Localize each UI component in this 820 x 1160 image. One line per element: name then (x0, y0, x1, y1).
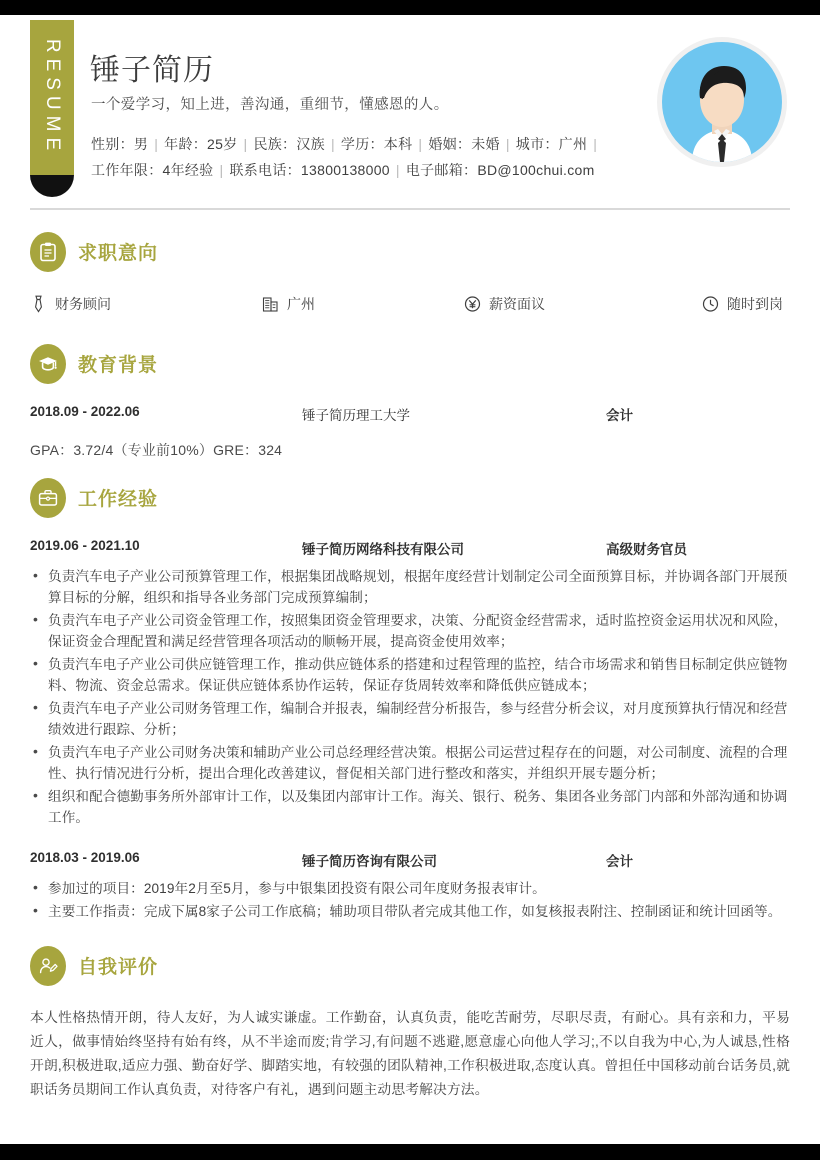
job-intention-availability-label: 随时到岗 (727, 296, 783, 312)
resume-banner-tip (30, 175, 74, 197)
section-work-experience (0, 478, 820, 924)
job-intention-availability (702, 294, 783, 314)
page-title: 锤子简历 (90, 54, 214, 87)
info-separator: | (243, 136, 248, 152)
graduation-cap-icon (30, 344, 66, 384)
info-separator: | (154, 136, 159, 152)
info-separator: | (593, 136, 598, 152)
info-separator: | (219, 162, 224, 178)
info-ethnicity: 民族：汉族 (253, 136, 325, 152)
work-role-2: 会计 (606, 854, 633, 869)
header-info-line-1 (91, 131, 603, 157)
bottom-decorative-bar (0, 1144, 820, 1160)
info-degree: 学历：本科 (340, 136, 413, 152)
list-item: • 负责汽车电子产业公司资金管理工作，按照集团资金管理要求，决策、分配资金经营需求，适时监控资金运用状况和风险，保证资金合理配置和满足经营管理各项活动的顺畅开展，提高资金使用效率； (48, 610, 790, 652)
job-intention-position (30, 294, 111, 314)
list-item: • 负责汽车电子产业公司供应链管理工作，推动供应链体系的搭建和过程管理的监控，结合市场需求和销售目标制定供应链物料、物流、资金总需求。保证供应链体系协作运转，保证存货周转效率和降低供应链成本； (48, 654, 790, 696)
section-self-evaluation (0, 946, 820, 1102)
job-intention-salary (464, 294, 545, 314)
info-separator: | (505, 136, 510, 152)
section-header-self-evaluation (30, 946, 820, 990)
education-school: 锤子简历理工大学 (302, 408, 410, 423)
avatar-person-icon (662, 42, 782, 162)
top-decorative-bar (0, 0, 820, 15)
info-email: 电子邮箱：BD@100chui.com (405, 162, 595, 178)
info-phone: 联系电话：13800138000 (229, 162, 390, 178)
info-city: 城市：广州 (515, 136, 588, 152)
info-gender: 性别：男 (91, 136, 149, 152)
clipboard-icon (30, 232, 66, 272)
header-tagline: 一个爱学习，知上进，善沟通，重细节，懂感恩的人。 (91, 97, 449, 113)
list-item: • 负责汽车电子产业公司财务管理工作，编制合并报表，编制经营分析报告，参与经营分析会议，对月度预算执行情况和经营绩效进行跟踪、分析； (48, 698, 790, 740)
info-age: 年龄：25岁 (164, 136, 238, 152)
header-divider (30, 208, 790, 210)
list-item: • 参加过的项目：2019年2月至5月，参与中银集团投资有限公司年度财务报表审计。 (48, 878, 790, 899)
education-detail: GPA：3.72/4（专业前10%）GRE：324 (30, 442, 283, 458)
job-intention-location (262, 294, 315, 314)
work-period-2: 2018.03 - 2019.06 (30, 850, 140, 865)
work-company-1: 锤子简历网络科技有限公司 (302, 542, 464, 557)
list-item: • 负责汽车电子产业公司财务决策和辅助产业公司总经理经营决策。根据公司运营过程存在的问题，对公司制度、流程的合理性、执行情况进行分析，提出合理化改善建议，督促相关部门进行整改和落实，并组织开展专题分析； (48, 742, 790, 784)
education-major: 会计 (606, 408, 633, 423)
work-role-1: 高级财务官员 (606, 542, 687, 557)
header-info-block (91, 131, 603, 183)
section-title-education: 教育背景 (78, 355, 159, 376)
work-bullets-2 (48, 878, 790, 922)
job-intention-salary-label: 薪资面议 (489, 296, 545, 312)
section-title-work: 工作经验 (78, 489, 159, 510)
work-period-1: 2019.06 - 2021.10 (30, 538, 140, 553)
info-experience-years: 工作年限：4年经验 (91, 162, 214, 178)
list-item: • 负责汽车电子产业公司预算管理工作，根据集团战略规划，根据年度经营计划制定公司全面预算目标，并协调各部门开展预算目标的分解，组织和指导各业务部门完成预算编制； (48, 566, 790, 608)
info-separator: | (395, 162, 400, 178)
section-title-self-evaluation: 自我评价 (78, 957, 159, 978)
avatar (657, 37, 787, 167)
yen-circle-icon (464, 295, 481, 313)
section-header-work (30, 478, 820, 522)
work-company-2: 锤子简历咨询有限公司 (302, 854, 437, 869)
person-edit-icon (30, 946, 66, 986)
avatar-image (662, 42, 782, 162)
info-separator: | (418, 136, 423, 152)
job-intention-location-label: 广州 (287, 296, 315, 312)
section-header-education (30, 344, 820, 388)
list-item: • 组织和配合德勤事务所外部审计工作，以及集团内部审计工作。海关、银行、税务、集团各业务部门内部和外部沟通和协调工作。 (48, 786, 790, 828)
work-entry-row-2 (30, 850, 820, 872)
section-education (0, 344, 820, 460)
clock-icon (702, 295, 719, 313)
work-entry-row-1 (30, 538, 820, 560)
briefcase-icon (30, 478, 66, 518)
necktie-icon (30, 295, 47, 313)
education-period: 2018.09 - 2022.06 (30, 404, 140, 419)
info-marital: 婚姻：未婚 (428, 136, 500, 152)
section-header-job-intention (30, 232, 820, 276)
resume-banner-label: RESUME (42, 38, 63, 157)
resume-banner (30, 20, 74, 175)
self-evaluation-text: 本人性格热情开朗，待人友好，为人诚实谦虚。工作勤奋，认真负责，能吃苦耐劳，尽职尽责，有耐心。具有亲和力，平易近人，做事情始终坚持有始有终，从不半途而废;肯学习,有问题不逃避,愿意虚心向他人学习;,不以自我为中心,为人诚恳,性格开朗,积极进取,适应力强、勤奋好学、脚踏实地，有较强的团队精神,工作积极进取,态度认真。曾担任中国移动前台话务员,就职话务员期间工作认真负责，对待客户有礼，遇到问题主动思考解决方法。 (30, 1010, 790, 1097)
section-job-intention (0, 232, 820, 320)
list-item: • 主要工作指责：完成下属8家子公司工作底稿；辅助项目带队者完成其他工作，如复核报表附注、控制函证和统计回函等。 (48, 901, 790, 922)
info-separator: | (330, 136, 335, 152)
building-icon (262, 295, 279, 313)
job-intention-items (30, 294, 820, 320)
work-bullets-1 (48, 566, 790, 828)
header-info-line-2 (91, 157, 603, 183)
section-title-job-intention: 求职意向 (78, 243, 159, 264)
education-entry-row (30, 404, 820, 426)
resume-header (0, 15, 820, 200)
job-intention-position-label: 财务顾问 (55, 296, 111, 312)
